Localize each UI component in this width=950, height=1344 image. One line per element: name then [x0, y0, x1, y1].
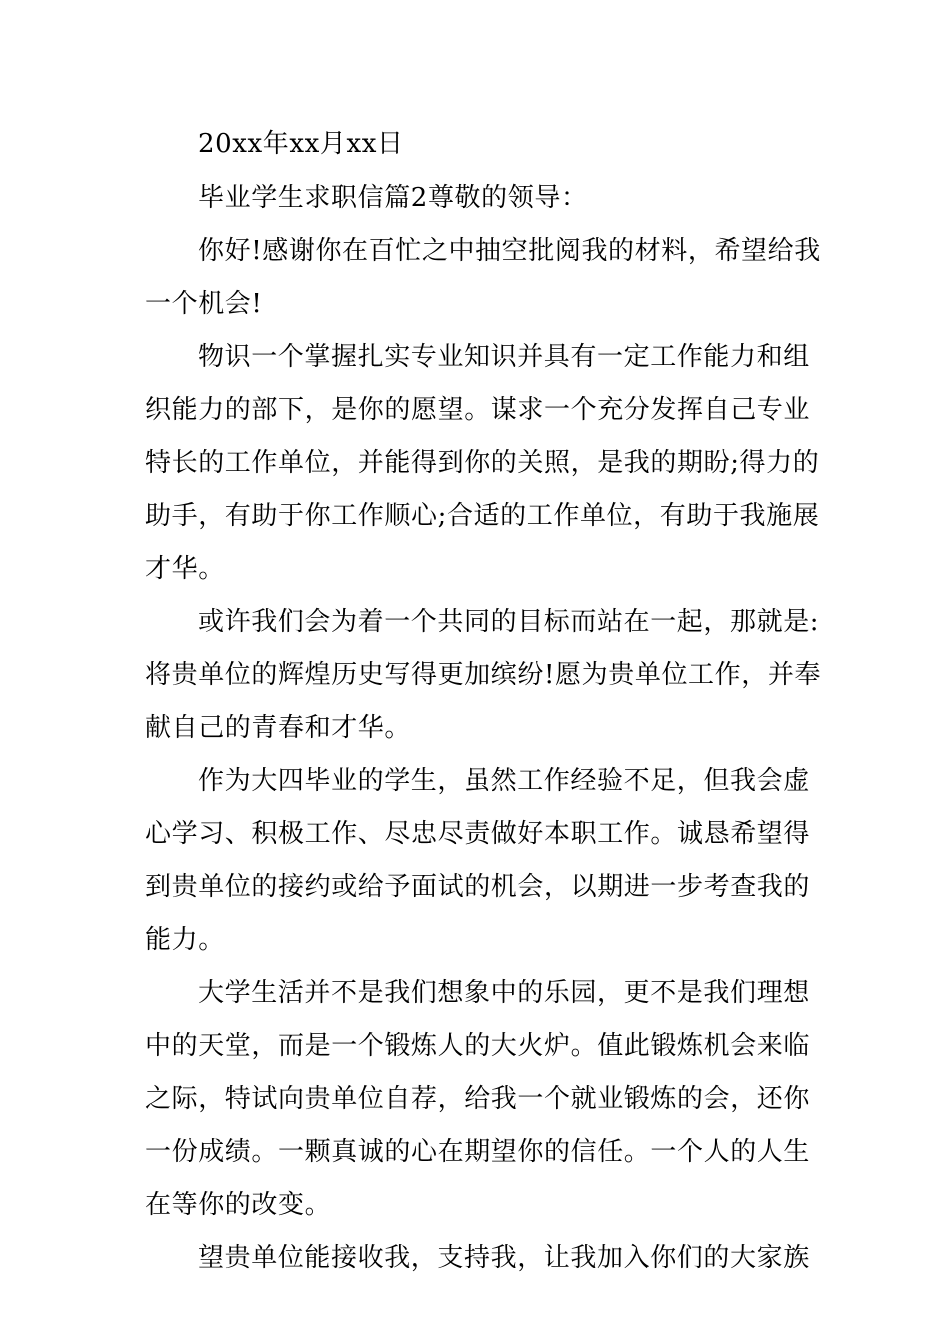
paragraph-motivation — [145, 341, 820, 585]
paragraph-line: 一个机会! — [145, 289, 263, 319]
letter-salutation: 毕业学生求职信篇2尊敬的领导： — [198, 183, 588, 213]
paragraph-line: 大学生活并不是我们想象中的乐园，更不是我们理想 — [198, 978, 810, 1008]
paragraph-line: 望贵单位能接收我，支持我，让我加入你们的大家族 — [198, 1243, 810, 1273]
paragraph-line: 或许我们会为着一个共同的目标而站在一起，那就是: — [198, 607, 820, 637]
paragraph-line: 助手，有助于你工作顺心;合适的工作单位，有助于我施展 — [145, 501, 820, 531]
paragraph-line: 在等你的改变。 — [145, 1190, 332, 1220]
paragraph-graduate — [145, 765, 809, 956]
paragraph-line: 之际，特试向贵单位自荐，给我一个就业锻炼的会，还你 — [145, 1084, 811, 1114]
paragraph-line: 特长的工作单位，并能得到你的关照，是我的期盼;得力的 — [145, 448, 820, 478]
paragraph-line: 一份成绩。一颗真诚的心在期望你的信任。一个人的人生 — [145, 1137, 811, 1167]
paragraph-college-life — [145, 977, 809, 1221]
paragraph-line: 到贵单位的接约或给予面试的机会，以期进一步考查我的 — [145, 872, 811, 902]
paragraph-line: 物识一个掌握扎实专业知识并具有一定工作能力和组 — [198, 342, 810, 372]
paragraph-line: 你好!感谢你在百忙之中抽空批阅我的材料，希望给我 — [198, 236, 821, 266]
paragraph-line: 织能力的部下，是你的愿望。谋求一个充分发挥自己专业 — [145, 395, 811, 425]
letter-date: 20xx年xx月xx日 — [198, 129, 404, 159]
paragraph-common-goal — [145, 606, 822, 744]
letter-body — [145, 128, 822, 1295]
paragraph-line: 作为大四毕业的学生，虽然工作经验不足，但我会虚 — [198, 766, 810, 796]
paragraph-line: 献自己的青春和才华。 — [145, 713, 412, 743]
paragraph-greeting — [145, 235, 821, 320]
paragraph-closing — [145, 1242, 809, 1274]
paragraph-line: 中的天堂，而是一个锻炼人的大火炉。值此锻炼机会来临 — [145, 1031, 811, 1061]
paragraph-line: 心学习、积极工作、尽忠尽责做好本职工作。诚恳希望得 — [145, 819, 811, 849]
paragraph-line: 能力。 — [145, 925, 225, 955]
paragraph-line: 才华。 — [145, 554, 225, 584]
paragraph-line: 将贵单位的辉煌历史写得更加缤纷!愿为贵单位工作，并奉 — [145, 660, 822, 690]
